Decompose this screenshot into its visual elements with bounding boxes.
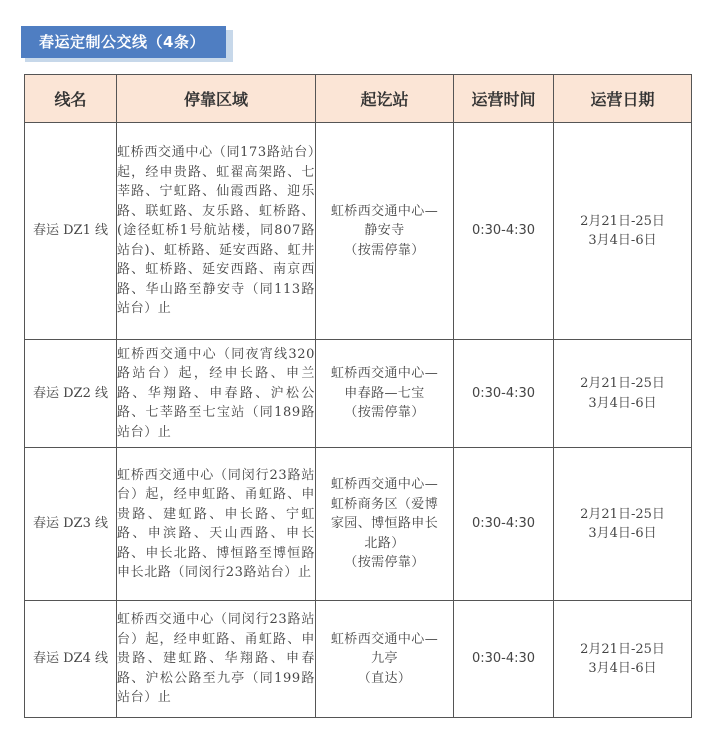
date-line: 3月4日-6日 [588, 661, 657, 676]
terminal-line: 家园、博恒路申长 [330, 516, 439, 532]
route-dates [554, 123, 692, 340]
route-dates [554, 601, 692, 718]
date-line: 2月21日-25日 [580, 213, 665, 229]
route-stop-area: 虹桥西交通中心（同闵行23路站台）起，经申虹路、甬虹路、申贵路、建虹路、申长路、宁虹路、申滨路、天山西路、申长路、申长北路、博恒路至博恒路申长北路（同闵行23路站台）止 [117, 448, 316, 601]
section-title-bar [21, 26, 229, 60]
date-line: 3月4日-6日 [588, 526, 657, 541]
date-line: 3月4日-6日 [588, 395, 657, 411]
terminal-line: 虹桥西交通中心— [330, 631, 439, 647]
terminal-line: 虹桥西交通中心— [330, 203, 439, 219]
route-terminals [316, 123, 454, 340]
route-dates [554, 340, 692, 448]
table-row [25, 123, 692, 340]
table-row [25, 340, 692, 448]
route-stop-area: 虹桥西交通中心（同173路站台）起，经申贵路、虹翟高架路、七莘路、宁虹路、仙霞西路、迎乐路、联虹路、友乐路、虹桥路、(途径虹桥1号航站楼，同807路站台)、虹桥路、延安西路、虹井路、虹桥路、延安西路、南京西路、华山路至静安寺（同113路站台）止 [117, 123, 316, 340]
terminal-line: （直达） [357, 670, 412, 686]
terminal-line: 静安寺 [364, 223, 405, 239]
date-line: 2月21日-25日 [580, 376, 665, 391]
terminal-line: 北路） [364, 535, 405, 551]
terminal-line: （按需停靠） [344, 405, 425, 421]
table-row [25, 448, 692, 601]
terminal-line: （按需停靠） [344, 555, 425, 571]
route-terminals [316, 448, 454, 601]
route-name: 春运 DZ1 线 [25, 123, 117, 340]
route-dates [554, 448, 692, 601]
route-stop-area: 虹桥西交通中心（同闵行23路站台）起，经申虹路、甬虹路、申贵路、建虹路、华翔路、申春路、沪松公路至九亭（同199路站台）止 [117, 601, 316, 718]
terminal-line: 虹桥西交通中心— [330, 477, 439, 493]
route-time: 0:30-4:30 [454, 601, 554, 718]
route-time: 0:30-4:30 [454, 340, 554, 448]
route-name: 春运 DZ2 线 [25, 340, 117, 448]
terminal-line: 九亭 [371, 651, 398, 667]
table-header-row [25, 75, 692, 123]
route-stop-area: 虹桥西交通中心（同夜宵线320路站台）起，经申长路、申兰路、华翔路、申春路、沪松公路、七莘路至七宝站（同189路站台）止 [117, 340, 316, 448]
routes-table [24, 74, 692, 718]
header-operating-dates: 运营日期 [554, 75, 692, 123]
route-time: 0:30-4:30 [454, 123, 554, 340]
terminal-line: 申春路—七宝 [344, 385, 425, 401]
table-row [25, 601, 692, 718]
terminal-line: （按需停靠） [344, 242, 425, 258]
header-terminals: 起讫站 [316, 75, 454, 123]
terminal-line: 虹桥西交通中心— [330, 366, 439, 382]
terminal-line: 虹桥商务区（爱博 [330, 496, 439, 512]
section-title: 春运定制公交线（4条） [21, 26, 226, 58]
header-operating-time: 运营时间 [454, 75, 554, 123]
route-time: 0:30-4:30 [454, 448, 554, 601]
route-name: 春运 DZ3 线 [25, 448, 117, 601]
header-stop-area: 停靠区域 [117, 75, 316, 123]
date-line: 2月21日-25日 [580, 641, 665, 657]
header-line-name: 线名 [25, 75, 117, 123]
route-terminals [316, 601, 454, 718]
date-line: 3月4日-6日 [588, 233, 657, 248]
route-terminals [316, 340, 454, 448]
route-name: 春运 DZ4 线 [25, 601, 117, 718]
date-line: 2月21日-25日 [580, 506, 665, 522]
